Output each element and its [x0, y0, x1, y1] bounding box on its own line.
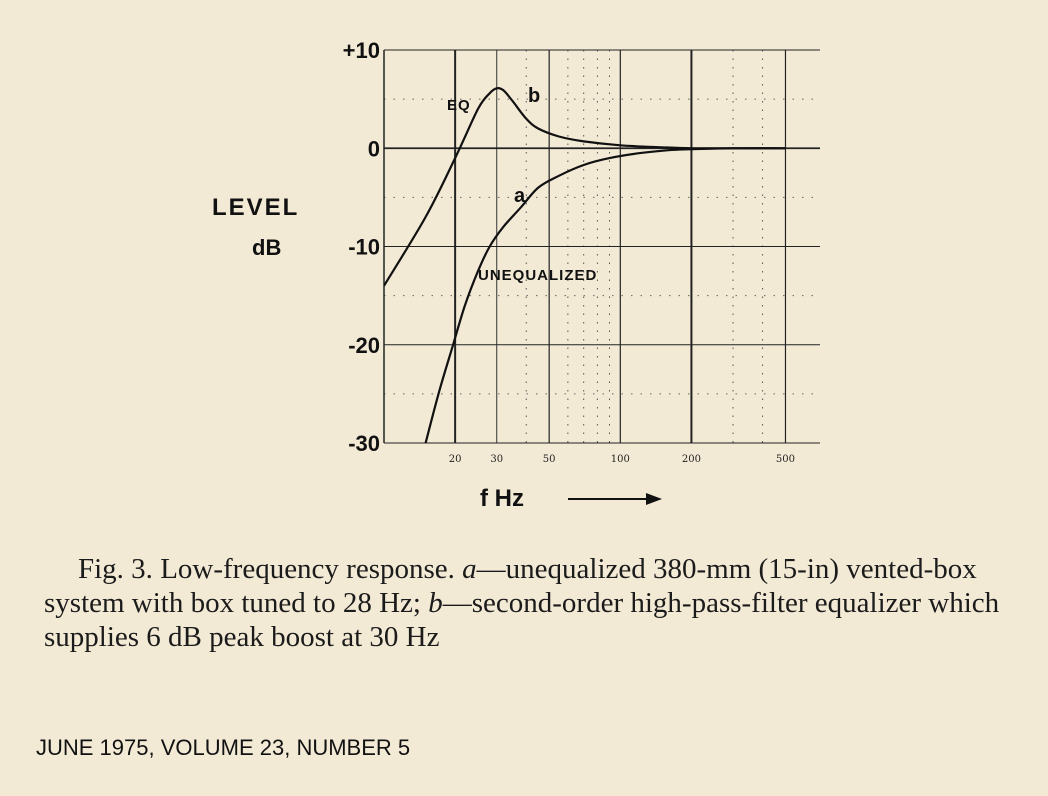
caption-b: b — [428, 587, 443, 619]
y-tick-label: -10 — [348, 234, 380, 260]
series-line-b — [384, 88, 786, 286]
x-tick-label: 20 — [448, 454, 462, 465]
y-axis-unit: dB — [252, 235, 282, 260]
x-axis-label: f Hz — [480, 485, 524, 512]
curve-a-label: a — [514, 185, 526, 207]
journal-footer: JUNE 1975, VOLUME 23, NUMBER 5 — [36, 735, 411, 760]
y-tick-label: -20 — [348, 332, 380, 358]
y-axis-label: LEVEL — [212, 194, 300, 221]
figure-caption — [44, 552, 1024, 654]
x-tick-label: 500 — [775, 454, 796, 465]
x-axis-arrowhead — [646, 493, 662, 505]
eq-label: EQ — [447, 97, 471, 114]
unequalized-label: UNEQUALIZED — [478, 267, 598, 284]
x-tick-label: 200 — [681, 454, 701, 465]
curve-b-label: b — [528, 85, 541, 107]
chart-labels — [212, 38, 795, 512]
x-tick-label: 100 — [610, 454, 630, 465]
y-tick-label: -30 — [348, 431, 380, 456]
caption-text-1: Low-frequency response. — [152, 553, 463, 585]
x-tick-label: 50 — [542, 454, 556, 465]
caption-text-3: —second-order high-pass-filter equalizer which supplies 6 dB peak boost at 30 Hz — [44, 587, 1000, 653]
x-tick-label: 30 — [490, 454, 504, 465]
y-tick-label: +10 — [342, 38, 380, 63]
caption-figure-number: Fig. 3. — [78, 553, 153, 585]
caption-a: a — [462, 553, 477, 585]
y-tick-label: 0 — [367, 136, 380, 162]
chart-curves — [384, 88, 786, 443]
caption-text-2: —unequalized 380-mm (15-in) vented-box system with box tuned to 28 Hz; — [44, 553, 977, 619]
